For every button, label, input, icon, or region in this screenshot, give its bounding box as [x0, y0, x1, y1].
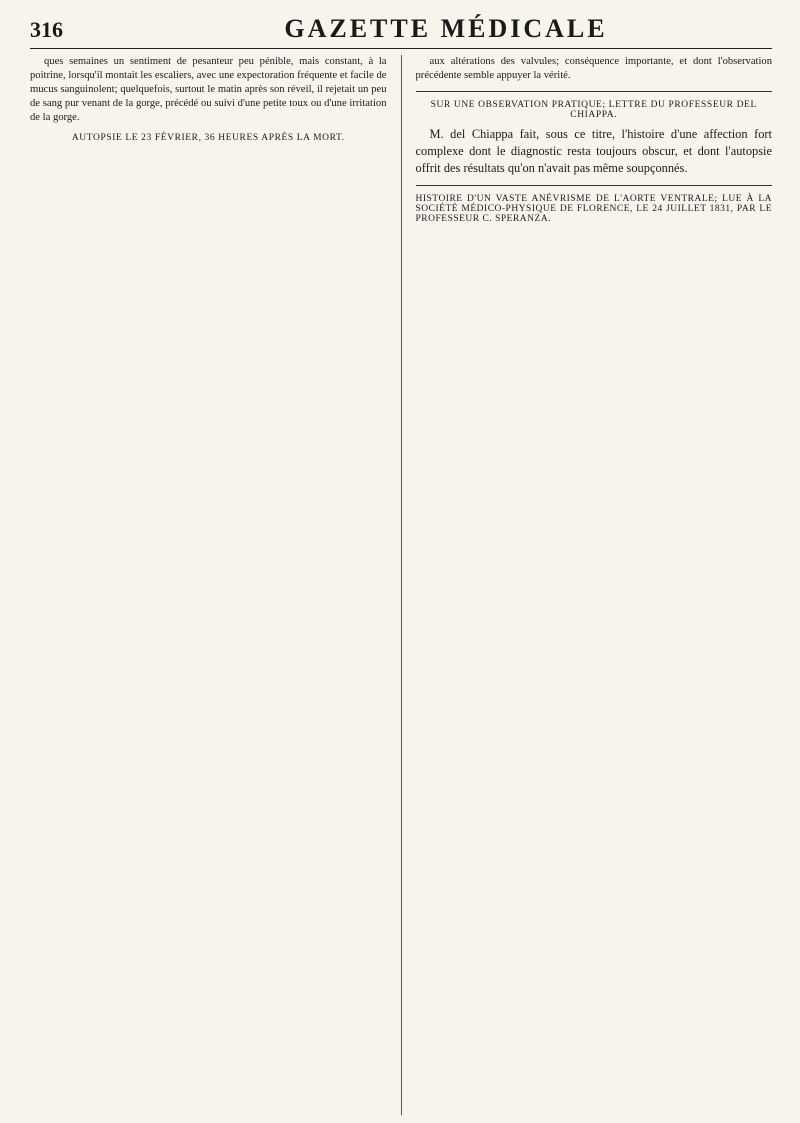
right-column [416, 55, 773, 1115]
autopsy-heading: AUTOPSIE LE 23 FÉVRIER, 36 HEURES APRÈS LA MORT. [71, 132, 345, 143]
section-rule [416, 91, 773, 92]
left-column [30, 55, 387, 1115]
paragraph: M. del Chiappa fait, sous ce titre, l'histoire d'une affection fort complexe dont le diagnostic resta toujours obscur, et dont l'autopsie offrit des résultats qu'on n'avait pas même soupçonnés. [415, 126, 772, 176]
journal-title: GAZETTE MÉDICALE [284, 14, 608, 43]
page-number: 316 [30, 17, 63, 42]
paragraph: ques semaines un sentiment de pesanteur peu pénible, mais constant, à la poitrine, lorsqu'il montait les escaliers, avec une expectoration fréquente et facile de mucus sanguinolent; quelquefois, surtout le matin après son réveil, il rejetait un peu de sang pur venant de la gorge, précédé ou suivi d'une petite toux ou d'une irritation de la gorge. [30, 56, 387, 123]
column-divider [401, 55, 402, 1115]
history-heading: HISTOIRE D'UN VASTE ANÉVRISME DE L'AORTE VENTRALE; LUE À LA SOCIÉTÉ MÉDICO-PHYSIQUE DE FLORENCE, LE 24 JUILLET 1831, PAR LE PROFESSEUR C. SPERANZA. [415, 194, 772, 225]
paragraph: aux altérations des valvules; conséquence importante, et dont l'observation précédente semble appuyer la vérité. [415, 56, 772, 81]
article-columns [30, 55, 772, 1115]
masthead [30, 14, 772, 49]
section-heading-del-chiappa: SUR UNE OBSERVATION PRATIQUE; LETTRE DU PROFESSEUR DEL CHIAPPA. [430, 99, 757, 120]
section-rule [416, 185, 773, 186]
